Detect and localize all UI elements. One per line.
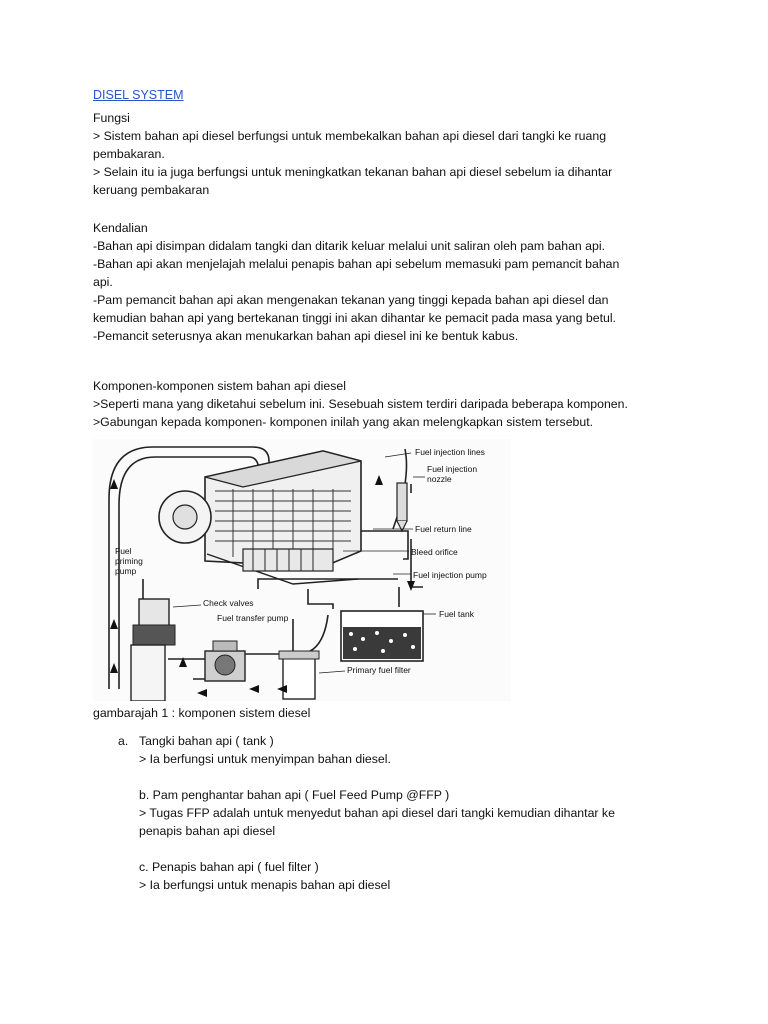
label-fuel-priming-pump: pump	[115, 566, 137, 576]
label-fuel-injection-nozzle: nozzle	[427, 474, 452, 484]
document-title: DISEL SYSTEM	[93, 88, 184, 102]
komponen-line: >Gabungan kepada komponen- komponen inilah yang akan melengkapkan sistem tersebut.	[93, 415, 594, 429]
fungsi-section	[93, 109, 693, 199]
label-fuel-transfer-pump: Fuel transfer pump	[217, 613, 289, 623]
injection-nozzle	[397, 483, 407, 531]
label-bleed-orifice: Bleed orifice	[411, 547, 458, 557]
label-fuel-tank: Fuel tank	[439, 609, 474, 619]
label-primary-fuel-filter: Primary fuel filter	[347, 665, 411, 675]
fungsi-line: pembakaran.	[93, 147, 165, 161]
list-marker: a.	[118, 734, 129, 748]
fungsi-line: keruang pembakaran	[93, 183, 210, 197]
fungsi-line: > Selain itu ia juga berfungsi untuk meningkatkan tekanan bahan api diesel sebelum ia dihantar	[93, 165, 613, 179]
label-check-valves: Check valves	[203, 598, 254, 608]
kendalian-line: -Bahan api akan menjelajah melalui penapis bahan api sebelum memasuki pam pemancit bahan	[93, 257, 620, 271]
label-fuel-injection-nozzle: Fuel injection	[427, 464, 478, 474]
fungsi-heading: Fungsi	[93, 111, 130, 125]
label-fuel-injection-pump: Fuel injection pump	[413, 570, 487, 580]
list-item-title: c. Penapis bahan api ( fuel filter )	[139, 860, 319, 874]
label-fuel-priming-pump: priming	[115, 556, 143, 566]
kendalian-line: -Pemancit seterusnya akan menukarkan bahan api diesel ini ke bentuk kabus.	[93, 329, 519, 343]
kendalian-line: kemudian bahan api yang bertekanan tinggi ini akan dihantar ke pemacit pada masa yang betul.	[93, 311, 616, 325]
kendalian-heading: Kendalian	[93, 221, 148, 235]
label-fuel-priming-pump: Fuel	[115, 546, 132, 556]
komponen-heading: Komponen-komponen sistem bahan api diesel	[93, 379, 346, 393]
list-item-desc: penapis bahan api diesel	[139, 824, 276, 838]
list-item-desc: > Ia berfungsi untuk menapis bahan api diesel	[139, 878, 391, 892]
list-item-title: b. Pam penghantar bahan api ( Fuel Feed Pump @FFP )	[139, 788, 450, 802]
diesel-system-diagram	[93, 439, 511, 701]
kendalian-line: api.	[93, 275, 113, 289]
kendalian-line: -Pam pemancit bahan api akan mengenakan tekanan yang tinggi kepada bahan api diesel dan	[93, 293, 609, 307]
list-item-desc: > Tugas FFP adalah untuk menyedut bahan api diesel dari tangki kemudian dihantar ke	[139, 806, 615, 820]
figure-caption: gambarajah 1 : komponen sistem diesel	[93, 706, 311, 720]
kendalian-section	[93, 219, 693, 345]
label-fuel-return-line: Fuel return line	[415, 524, 472, 534]
label-fuel-injection-lines: Fuel injection lines	[415, 447, 485, 457]
list-item-desc: > Ia berfungsi untuk menyimpan bahan diesel.	[139, 752, 391, 766]
komponen-line: >Seperti mana yang diketahui sebelum ini. Sesebuah sistem terdiri daripada beberapa komponen.	[93, 397, 628, 411]
component-list	[118, 732, 615, 894]
kendalian-line: -Bahan api disimpan didalam tangki dan ditarik keluar melalui unit saliran oleh pam bahan api.	[93, 239, 605, 253]
fuel-tank	[341, 611, 423, 661]
list-item	[118, 732, 615, 750]
list-item-title: Tangki bahan api ( tank )	[139, 734, 274, 748]
fungsi-line: > Sistem bahan api diesel berfungsi untuk membekalkan bahan api diesel dari tangki ke ruang	[93, 129, 607, 143]
komponen-section	[93, 377, 693, 431]
